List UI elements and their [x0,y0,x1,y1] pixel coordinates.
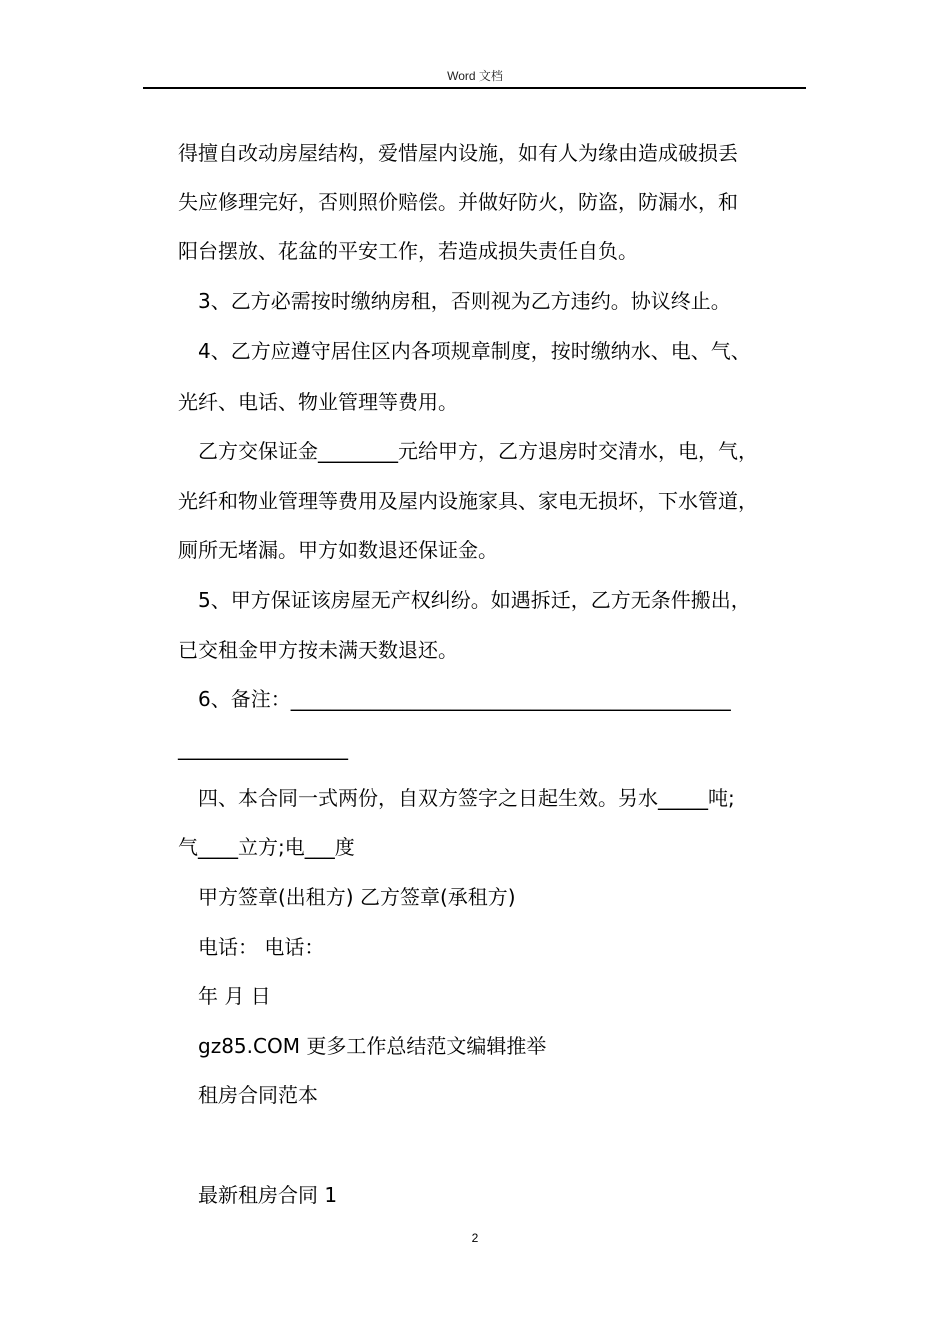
body-line-6: 光纤、电话、物业管理等费用。 [178,390,458,414]
body-line-12: 6、备注：____________________________________________ [198,687,731,711]
body-line-2: 失应修理完好，否则照价赔偿。并做好防火，防盗，防漏水，和 [178,190,738,214]
body-line-21: 最新租房合同 1 [198,1183,338,1207]
body-line-20: 租房合同范本 [198,1083,318,1107]
body-line-10: 5、甲方保证该房屋无产权纠纷。如遇拆迁，乙方无条件搬出， [198,588,751,612]
body-line-14: 四、本合同一式两份，自双方签字之日起生效。另水_____吨; [198,786,735,810]
body-line-16: 甲方签章(出租方) 乙方签章(承租方) [198,885,516,909]
body-line-4: 3、乙方必需按时缴纳房租，否则视为乙方违约。协议终止。 [198,289,731,313]
body-line-18: 年 月 日 [198,984,271,1008]
body-line-3: 阳台摆放、花盆的平安工作，若造成损失责任自负。 [178,239,638,263]
body-line-15: 气____立方;电___度 [178,835,355,859]
body-line-9: 厕所无堵漏。甲方如数退还保证金。 [178,538,498,562]
body-line-13: _________________ [178,736,348,760]
body-line-1: 得擅自改动房屋结构，爱惜屋内设施，如有人为缘由造成破损丢 [178,141,738,165]
page-header-title: Word 文档 [447,69,503,83]
body-line-5: 4、乙方应遵守居住区内各项规章制度，按时缴纳水、电、气、 [198,339,751,363]
body-line-17: 电话： 电话： [198,935,325,959]
header-divider [143,87,806,89]
page-number: 2 [471,1231,479,1245]
body-line-7: 乙方交保证金________元给甲方，乙方退房时交清水，电，气， [198,439,758,463]
body-line-8: 光纤和物业管理等费用及屋内设施家具、家电无损坏，下水管道， [178,489,758,513]
body-line-11: 已交租金甲方按未满天数退还。 [178,638,458,662]
body-line-19: gz85.COM 更多工作总结范文编辑推举 [198,1034,547,1058]
